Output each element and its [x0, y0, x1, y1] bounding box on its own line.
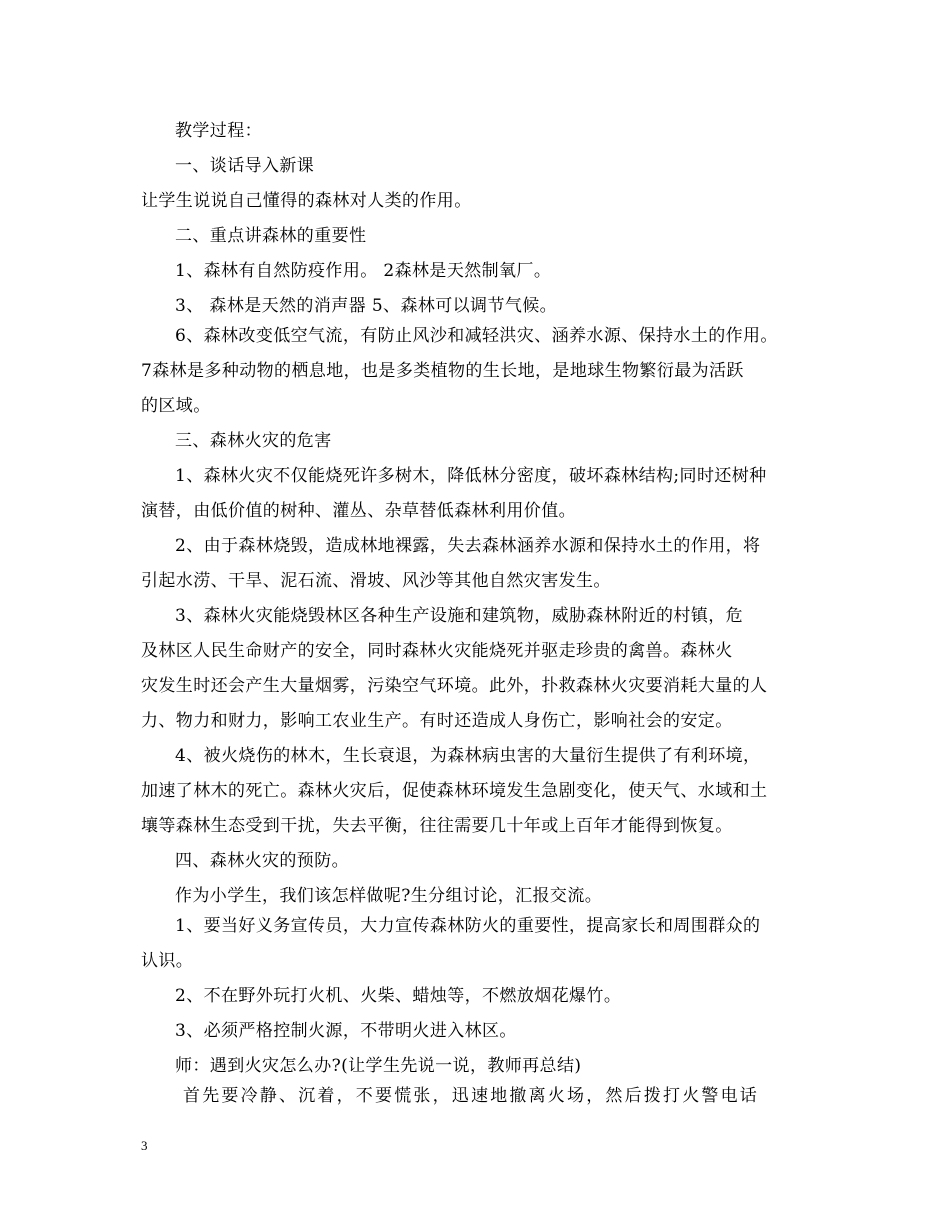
- text-line: 认识。: [141, 951, 194, 971]
- text-line: 演替，由低价值的树种、灌丛、杂草替低森林利用价值。: [141, 501, 576, 521]
- text-line: 2、不在野外玩打火机、火柴、蜡烛等，不燃放烟花爆竹。: [175, 986, 622, 1006]
- text-line: 一、谈话导入新课: [175, 156, 315, 176]
- text-line: 及林区人民生命财产的安全，同时森林火灾能烧死并驱走珍贵的禽兽。森林火: [141, 641, 733, 661]
- text-line: 让学生说说自己懂得的森林对人类的作用。: [141, 191, 472, 211]
- text-line: 灾发生时还会产生大量烟雾，污染空气环境。此外，扑救森林火灾要消耗大量的人: [141, 676, 768, 696]
- text-line: 教学过程：: [175, 121, 262, 141]
- text-line: 二、重点讲森林的重要性: [175, 226, 367, 246]
- text-line: 2、由于森林烧毁，造成林地裸露，失去森林涵养水源和保持水土的作用，将: [175, 536, 761, 556]
- text-line: 1、森林火灾不仅能烧死许多树木，降低林分密度，破坏森林结构;同时还树种: [175, 466, 767, 486]
- text-line: 加速了林木的死亡。森林火灾后，促使森林环境发生急剧变化，使天气、水域和土: [141, 781, 768, 801]
- text-line: 4、被火烧伤的林木，生长衰退，为森林病虫害的大量衍生提供了有利环境，: [175, 746, 761, 766]
- page-number: 3: [141, 1138, 148, 1153]
- text-line: 四、森林火灾的预防。: [175, 851, 349, 871]
- text-line: 力、物力和财力，影响工农业生产。有时还造成人身伤亡，影响社会的安定。: [141, 711, 733, 731]
- text-line: 的区域。: [141, 396, 211, 416]
- text-line: 引起水涝、干旱、泥石流、滑坡、风沙等其他自然灾害发生。: [141, 571, 611, 591]
- text-line: 1、森林有自然防疫作用。 2森林是天然制氧厂。: [175, 261, 552, 281]
- text-line: 首先要冷静、沉着，不要慌张，迅速地撤离火场，然后拨打火警电话: [183, 1086, 759, 1106]
- text-line: 6、森林改变低空气流，有防止风沙和减轻洪灾、涵养水源、保持水土的作用。: [175, 326, 778, 346]
- text-line: 壤等森林生态受到干扰，失去平衡，往往需要几十年或上百年才能得到恢复。: [141, 816, 733, 836]
- text-line: 3、 森林是天然的消声器 5、森林可以调节气候。: [175, 296, 558, 316]
- text-line: 师：遇到火灾怎么办?(让学生先说一说，教师再总结): [175, 1056, 582, 1076]
- text-line: 作为小学生，我们该怎样做呢?生分组讨论，汇报交流。: [175, 886, 603, 906]
- text-line: 7森林是多种动物的栖息地，也是多类植物的生长地，是地球生物繁衍最为活跃: [141, 361, 744, 381]
- text-line: 3、森林火灾能烧毁林区各种生产设施和建筑物，威胁森林附近的村镇，危: [175, 606, 744, 626]
- text-line: 三、森林火灾的危害: [175, 431, 332, 451]
- text-line: 3、必须严格控制火源，不带明火进入林区。: [175, 1021, 517, 1041]
- text-line: 1、要当好义务宣传员，大力宣传森林防火的重要性，提高家长和周围群众的: [175, 916, 761, 936]
